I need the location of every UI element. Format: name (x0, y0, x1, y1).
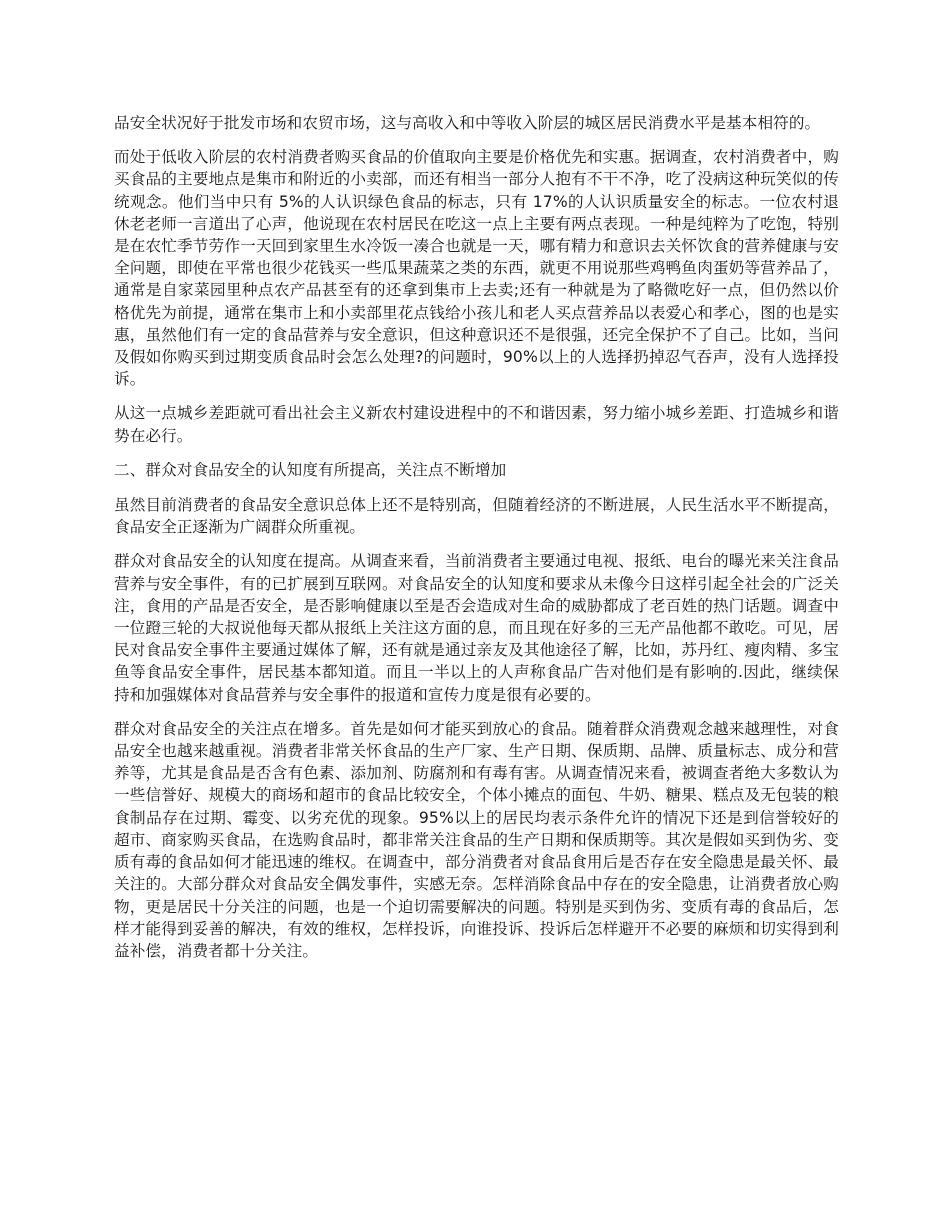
section-heading: 二、群众对食品安全的认知度有所提高，关注点不断增加 (114, 460, 507, 479)
paragraph: 从这一点城乡差距就可看出社会主义新农村建设进程中的不和谐因素，努力缩小城乡差距、打造城乡和谐势在必行。 (114, 404, 839, 445)
document-body (114, 112, 839, 974)
paragraph: 品安全状况好于批发市场和农贸市场，这与高收入和中等收入阶层的城区居民消费水平是基本相符的。 (114, 114, 821, 132)
paragraph: 而处于低收入阶层的农村消费者购买食品的价值取向主要是价格优先和实惠。据调查，农村消费者中，购买食品的主要地点是集市和附近的小卖部，而还有相当一部分人抱有不干不净，吃了没病这种玩笑似的传统观念。他们当中只有 5%的人认识绿色食品的标志，只有 17%的人认识质量安全的标志。一位农村退休老老师一言道出了心声，他说现在农村居民在吃这一点上主要有两点表现。一种是纯粹为了吃饱，特别是在农忙季节劳作一天回到家里生水冷饭一凑合也就是一天，哪有精力和意识去关怀饮食的营养健康与安全问题，即使在平常也很少花钱买一些瓜果蔬菜之类的东西，就更不用说那些鸡鸭鱼肉蛋奶等营养品了，通常是自家菜园里种点农产品甚至有的还拿到集市上去卖;还有一种就是为了略微吃好一点，但仍然以价格优先为前提，通常在集市上和小卖部里花点钱给小孩儿和老人买点营养品以表爱心和孝心，图的也是实惠，虽然他们有一定的食品营养与安全意识，但这种意识还不是很强，还完全保护不了自己。比如，当问及假如你购买到过期变质食品时会怎么处理?的问题时，90%以上的人选择扔掉忍气吞声，没有人选择投诉。 (114, 148, 839, 389)
paragraph: 群众对食品安全的认知度在提高。从调查来看，当前消费者主要通过电视、报纸、电台的曝光来关注食品营养与安全事件，有的已扩展到互联网。对食品安全的认知度和要求从未像今日这样引起全社会的广泛关注，食用的产品是否安全，是否影响健康以至是否会造成对生命的威胁都成了老百姓的热门话题。调查中一位蹬三轮的大叔说他每天都从报纸上关注这方面的息，而且现在好多的三无产品他都不敢吃。可见，居民对食品安全事件主要通过媒体了解，还有就是通过亲友及其他途径了解，比如，苏丹红、瘦肉精、多宝鱼等食品安全事件，居民基本都知道。而且一半以上的人声称食品广告对他们是有影响的.因此，继续保持和加强媒体对食品营养与安全事件的报道和宣传力度是很有必要的。 (114, 552, 839, 704)
paragraph: 群众对食品安全的关注点在增多。首先是如何才能买到放心的食品。随着群众消费观念越来越理性，对食品安全也越来越重视。消费者非常关怀食品的生产厂家、生产日期、保质期、品牌、质量标志、成分和营养等，尤其是食品是否含有色素、添加剂、防腐剂和有毒有害。从调查情况来看，被调查者绝大多数认为一些信誉好、规模大的商场和超市的食品比较安全，个体小摊点的面包、牛奶、糖果、糕点及无包装的粮食制品存在过期、霉变、以劣充优的现象。95%以上的居民均表示条件允许的情况下还是到信誉较好的超市、商家购买食品，在选购食品时，都非常关注食品的生产日期和保质期等。其次是假如买到伪劣、变质有毒的食品如何才能迅速的维权。在调查中，部分消费者对食品食用后是否存在安全隐患是最关怀、最关注的。大部分群众对食品安全偶发事件，实感无奈。怎样消除食品中存在的安全隐患，让消费者放心购物，更是居民十分关注的问题，也是一个迫切需要解决的问题。特别是买到伪劣、变质有毒的食品后，怎样才能得到妥善的解决，有效的维权，怎样投诉，向谁投诉、投诉后怎样避开不必要的麻烦和切实得到利益补偿，消费者都十分关注。 (114, 719, 839, 960)
paragraph: 虽然目前消费者的食品安全意识总体上还不是特别高，但随着经济的不断进展，人民生活水平不断提高，食品安全正逐渐为广阔群众所重视。 (114, 496, 839, 537)
